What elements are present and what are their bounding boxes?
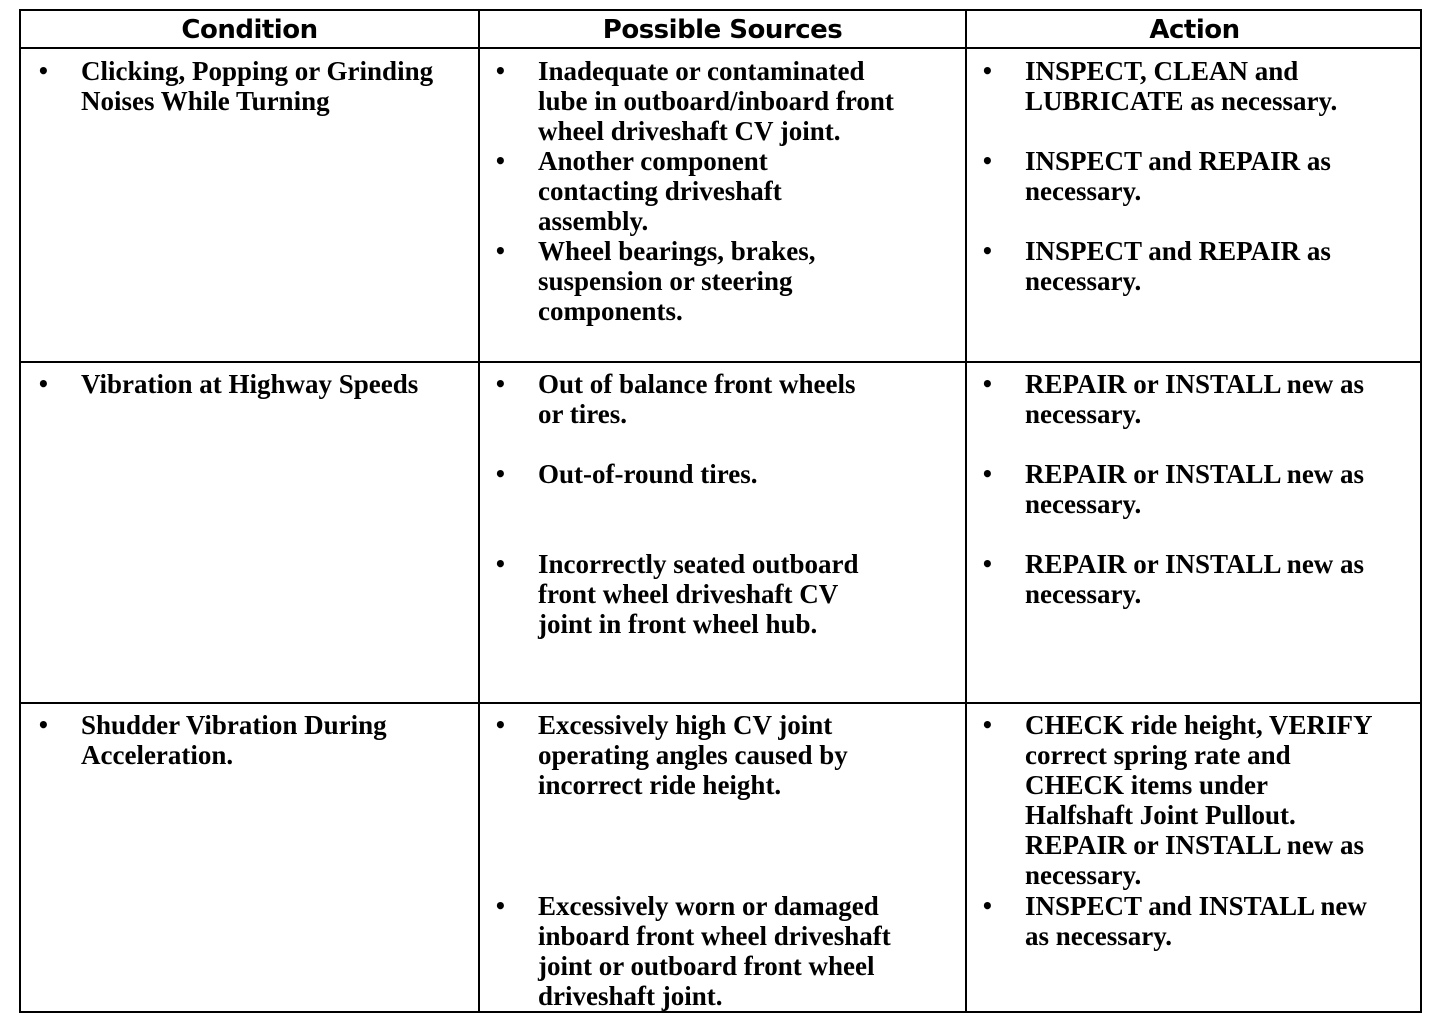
bullet-icon: • (494, 713, 507, 737)
source-item (494, 549, 959, 639)
source-text: Incorrectly seated outboard front wheel driveshaft CV joint in front wheel hub. (538, 549, 859, 639)
action-text: REPAIR or INSTALL new as necessary. (1025, 369, 1365, 429)
bullet-icon: • (981, 713, 994, 737)
source-text: Another component contacting driveshaft assembly. (538, 146, 782, 236)
troubleshooting-table (19, 9, 1422, 1013)
action-item (981, 459, 1416, 519)
row-divider (21, 361, 1420, 363)
source-text: Excessively high CV joint operating angles caused by incorrect ride height. (538, 710, 848, 800)
action-item (981, 146, 1416, 206)
source-item (494, 236, 959, 326)
bullet-icon: • (981, 372, 994, 396)
bullet-icon: • (981, 239, 994, 263)
bullet-icon: • (981, 59, 994, 83)
condition-item (37, 369, 472, 399)
condition-text: Vibration at Highway Speeds (81, 369, 419, 399)
header-possible-sources: Possible Sources (602, 15, 843, 45)
action-item (981, 369, 1416, 429)
header-action: Action (1149, 15, 1240, 45)
action-text: INSPECT, CLEAN and LUBRICATE as necessary. (1025, 56, 1338, 116)
action-text: CHECK ride height, VERIFY correct spring rate and CHECK items under Halfshaft Joint Pullout. REPAIR or INSTALL new as necessary. (1025, 710, 1373, 890)
action-text: INSPECT and REPAIR as necessary. (1025, 146, 1331, 206)
bullet-icon: • (37, 372, 50, 396)
source-item (494, 891, 959, 1011)
bullet-icon: • (981, 462, 994, 486)
action-item (981, 549, 1416, 609)
action-text: INSPECT and REPAIR as necessary. (1025, 236, 1331, 296)
action-item (981, 710, 1416, 890)
action-item (981, 236, 1416, 296)
bullet-icon: • (494, 239, 507, 263)
source-text: Excessively worn or damaged inboard front wheel driveshaft joint or outboard front wheel driveshaft joint. (538, 891, 891, 1011)
column-divider (478, 11, 480, 1011)
source-item (494, 369, 959, 429)
action-item (981, 891, 1416, 951)
source-text: Out-of-round tires. (538, 459, 758, 489)
action-text: REPAIR or INSTALL new as necessary. (1025, 549, 1365, 609)
source-item (494, 710, 959, 800)
source-item (494, 459, 959, 489)
bullet-icon: • (981, 894, 994, 918)
bullet-icon: • (37, 713, 50, 737)
bullet-icon: • (494, 894, 507, 918)
source-text: Wheel bearings, brakes, suspension or steering components. (538, 236, 816, 326)
source-item (494, 146, 959, 236)
condition-text: Shudder Vibration During Acceleration. (81, 710, 387, 770)
condition-text: Clicking, Popping or Grinding Noises While Turning (81, 56, 434, 116)
bullet-icon: • (981, 149, 994, 173)
condition-item (37, 56, 472, 116)
bullet-icon: • (37, 59, 50, 83)
condition-item (37, 710, 472, 770)
bullet-icon: • (981, 552, 994, 576)
action-text: REPAIR or INSTALL new as necessary. (1025, 459, 1365, 519)
row-divider (21, 702, 1420, 704)
bullet-icon: • (494, 149, 507, 173)
source-text: Out of balance front wheels or tires. (538, 369, 856, 429)
action-item (981, 56, 1416, 116)
column-divider (965, 11, 967, 1011)
bullet-icon: • (494, 59, 507, 83)
header-condition: Condition (181, 15, 318, 45)
bullet-icon: • (494, 372, 507, 396)
bullet-icon: • (494, 552, 507, 576)
source-text: Inadequate or contaminated lube in outboard/inboard front wheel driveshaft CV joint. (538, 56, 894, 146)
bullet-icon: • (494, 462, 507, 486)
source-item (494, 56, 959, 146)
action-text: INSPECT and INSTALL new as necessary. (1025, 891, 1367, 951)
